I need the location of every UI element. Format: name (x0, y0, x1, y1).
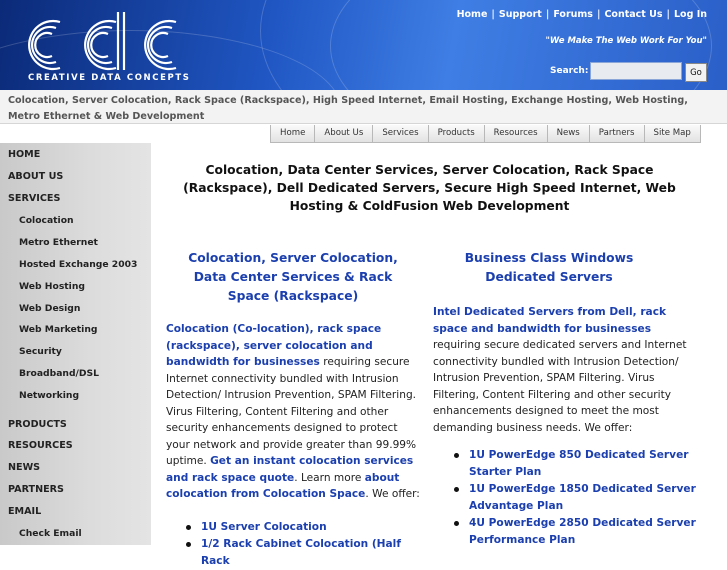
logo-tagline: CREATIVE DATA CONCEPTS (28, 73, 191, 83)
colocation-space-link[interactable]: about colocation from Colocation Space (166, 471, 400, 500)
tab-about-us[interactable]: About Us (315, 125, 373, 143)
top-link-forums[interactable]: Forums (553, 9, 593, 20)
tab-resources[interactable]: Resources (485, 125, 548, 143)
sidebar-item-security[interactable]: Security (19, 346, 62, 357)
sidebar-item-colocation[interactable]: Colocation (19, 215, 74, 226)
sidebar-item-email[interactable]: EMAIL (8, 506, 42, 517)
search-label: Search: (550, 66, 589, 76)
sidebar-item-broadband-dsl[interactable]: Broadband/DSL (19, 368, 99, 379)
sidebar-item-news[interactable]: NEWS (8, 462, 41, 473)
list-item[interactable]: 1U Server Colocation (201, 519, 431, 536)
sidebar-item-services[interactable]: SERVICES (8, 193, 61, 204)
list-item[interactable]: 1U PowerEdge 850 Dedicated Server Starter Plan (469, 447, 709, 481)
sidebar-item-web-hosting[interactable]: Web Hosting (19, 281, 85, 292)
sidebar-item-check-email[interactable]: Check Email (19, 528, 82, 539)
main-content (151, 143, 727, 567)
tab-site-map[interactable]: Site Map (645, 125, 701, 143)
top-link-log-in[interactable]: Log In (674, 9, 707, 20)
sidebar-item-about-us[interactable]: ABOUT US (8, 171, 64, 182)
left-sidebar-nav (0, 143, 151, 545)
top-link-support[interactable]: Support (498, 9, 542, 20)
sidebar-item-resources[interactable]: RESOURCES (8, 440, 73, 451)
search-go-button[interactable]: Go (685, 63, 707, 82)
sidebar-item-partners[interactable]: PARTNERS (8, 484, 64, 495)
slogan: "We Make The Web Work For You" (545, 36, 707, 46)
top-link-home[interactable]: Home (456, 9, 488, 20)
tab-products[interactable]: Products (429, 125, 485, 143)
colocation-quote-link[interactable]: Get an instant colocation services and rack space quote (166, 455, 414, 484)
sidebar-item-web-marketing[interactable]: Web Marketing (19, 324, 98, 335)
tab-home[interactable]: Home (271, 125, 315, 143)
sidebar-item-metro-ethernet[interactable]: Metro Ethernet (19, 237, 98, 248)
dedicated-servers-description: Intel Dedicated Servers from Dell, rack space and bandwidth for businesses requiring secure dedicated servers and Internet connectivity bundled with Intrusion Detection/ Intrusion Prevention, SPAM Filtering. Virus Filtering, Content Filtering and other security enhancements designed to meet the most demanding business needs. We offer: (433, 306, 687, 434)
top-utility-links: Home | Support | Forums | Contact Us | Log In (456, 9, 707, 20)
dedicated-servers-plan-list (469, 447, 709, 549)
site-header (0, 0, 727, 90)
list-item[interactable]: 1U PowerEdge 1850 Dedicated Server Advantage Plan (469, 481, 709, 515)
dedicated-servers-intro-link[interactable]: Intel Dedicated Servers from Dell, rack space and bandwidth for businesses (433, 306, 667, 335)
page-title: Colocation, Data Center Services, Server Colocation, Rack Space (Rackspace), Dell Dedicated Servers, Secure High Speed Internet, Web Hosting & ColdFusion Web Development (183, 163, 676, 213)
list-item[interactable]: 4U PowerEdge 2850 Dedicated Server Performance Plan (469, 515, 709, 549)
list-item[interactable]: 1/2 Rack Cabinet Colocation (Half Rack (201, 536, 431, 570)
top-nav-tabs (270, 125, 701, 143)
colocation-heading: Colocation, Server Colocation, Data Center Services & Rack Space (Rackspace) (188, 251, 398, 303)
keyword-strapline: Colocation, Server Colocation, Rack Space (Rackspace), High Speed Internet, Email Hosting, Exchange Hosting, Web Hosting, Metro Ethernet & Web Development (0, 90, 727, 124)
dedicated-servers-heading: Business Class Windows Dedicated Servers (464, 251, 634, 284)
tab-partners[interactable]: Partners (590, 125, 645, 143)
sidebar-item-web-design[interactable]: Web Design (19, 303, 81, 314)
sidebar-item-products[interactable]: PRODUCTS (8, 419, 67, 430)
search-input[interactable] (590, 62, 682, 80)
tab-news[interactable]: News (548, 125, 590, 143)
tab-services[interactable]: Services (373, 125, 428, 143)
sidebar-item-networking[interactable]: Networking (19, 390, 80, 401)
colocation-intro-link[interactable]: Colocation (Co-location), rack space (rackspace), server colocation and bandwidth for businesses (166, 323, 382, 368)
sidebar-item-home[interactable]: HOME (8, 149, 41, 160)
colocation-description: Colocation (Co-location), rack space (rackspace), server colocation and bandwidth for businesses requiring secure Internet connectivity bundled with Intrusion Detection/ Intrusion Prevention, SPAM Filtering. Virus Filtering, Content Filtering and other security enhancements designed to protect your network and provide greater than 99.99% uptime. Get an instant colocation services and rack space quote. Learn more about colocation from Colocation Space. We offer: (166, 323, 420, 500)
top-link-contact-us[interactable]: Contact Us (604, 9, 663, 20)
sidebar-item-hosted-exchange[interactable]: Hosted Exchange 2003 (19, 259, 138, 270)
